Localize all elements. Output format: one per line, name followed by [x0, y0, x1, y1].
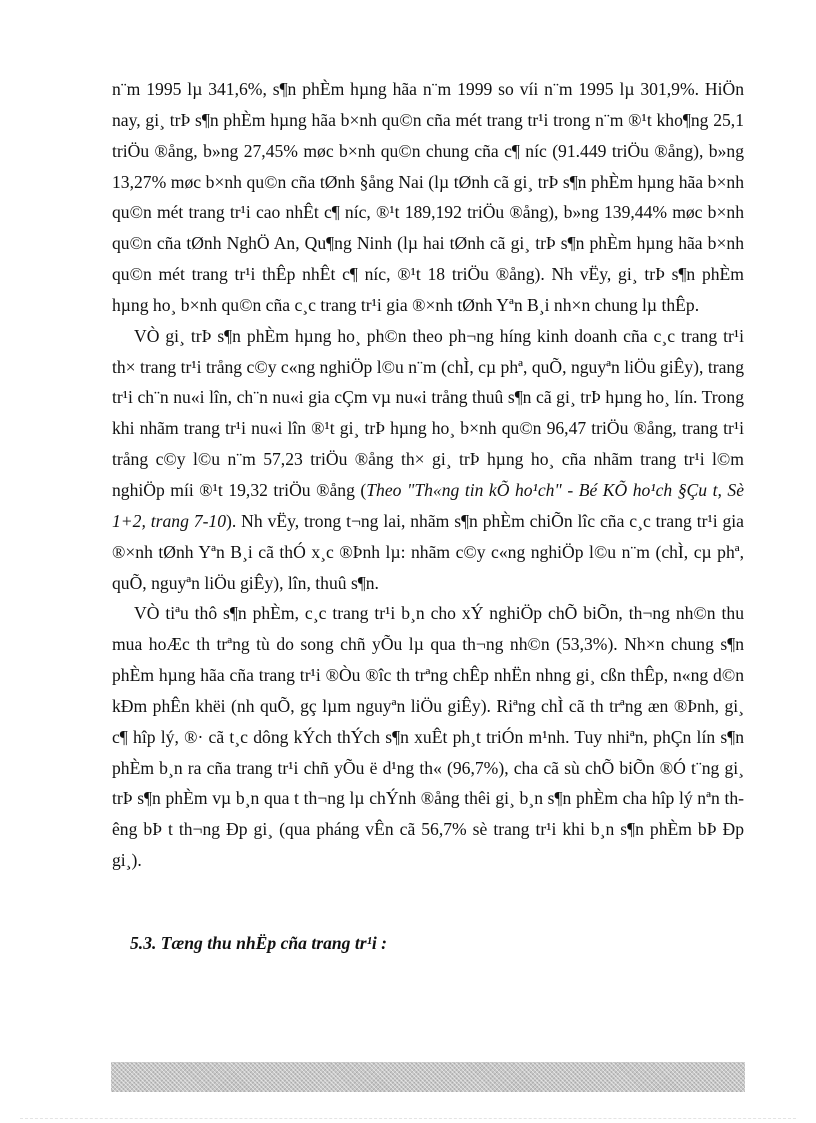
paragraph-2-text: VÒ gi¸ trÞ s¶n phÈm hµng ho¸ ph©n theo ph¬ng híng kinh doanh cña c¸c trang tr¹i th× trang tr¹i trång c©y c«ng nghiÖp l©u n¨m (chÌ, cµ phª, quÕ, nguyªn liÖu giÊy), trang tr¹i ch¨n nu«i lîn, ch¨n nu«i gia cÇm vµ nu«i trång thuû s¶n cã gi¸ trÞ hµng ho¸ lín. Trong khi nhãm trang tr¹i nu«i lîn ®¹t gi¸ trÞ hµng ho¸ b×nh qu©n 96,47 triÖu ®ång, trang tr¹i trång c©y l©u n¨m 57,23 triÖu ®ång th× gi¸ trÞ hµng ho¸ cña nhãm trang tr¹i l©m nghiÖp míi ®¹t 19,32 triÖu ®ång (: [112, 325, 744, 500]
section-heading: 5.3. Tæng thu nhËp cña trang tr¹i :: [130, 933, 388, 953]
body-text: [112, 74, 744, 876]
paragraph-2-tail: ). Nh vËy, trong t¬ng lai, nhãm s¶n phÈm chiÕn lîc cña c¸c trang tr¹i gia ®×nh tØnh Yªn B¸i cã thÓ x¸c ®Þnh lµ: nhãm c©y c«ng nghiÖp l©u n¨m (chÌ, cµ phª, quÕ, nguyªn liÖu giÊy), lîn, thuû s¶n.: [112, 510, 744, 593]
paragraph-1: n¨m 1995 lµ 341,6%, s¶n phÈm hµng hãa n¨m 1999 so víi n¨m 1995 lµ 301,9%. HiÖn nay, gi¸ trÞ s¶n phÈm hµng hãa b×nh qu©n cña mét trang tr¹i trong n¨m ®¹t kho¶ng 25,1 triÖu ®ång, b»ng 27,45% møc b×nh qu©n chung cña c¶ níc (91.449 triÖu ®ång), b»ng 13,27% møc b×nh qu©n cña tØnh §ång Nai (lµ tØnh cã gi¸ trÞ s¶n phÈm hµng hãa b×nh qu©n mét trang tr¹i cao nhÊt c¶ níc, ®¹t 189,192 triÖu ®ång), b»ng 139,44% møc b×nh qu©n cña tØnh NghÖ An, Qu¶ng Ninh (lµ hai tØnh cã gi¸ trÞ s¶n phÈm hµng hãa b×nh qu©n mét trang tr¹i thÊp nhÊt c¶ níc, ®¹t 18 triÖu ®ång). Nh vËy, gi¸ trÞ s¶n phÈm hµng ho¸ b×nh qu©n cña c¸c trang tr¹i gia ®×nh tØnh Yªn B¸i nh×n chung lµ thÊp.: [112, 79, 744, 315]
paragraph-3: VÒ tiªu thô s¶n phÈm, c¸c trang tr¹i b¸n cho xÝ nghiÖp chÕ biÕn, th¬ng nh©n thu mua hoÆc th trªng tù do song chñ yÕu lµ qua th¬ng nh©n (53,3%). Nh×n chung s¶n phÈm hµng hãa cña trang tr¹i ®Òu ®îc th trªng chÊp nhËn nhng gi¸ cßn thÊp, n«ng d©n kÐm phÊn khëi (nh quÕ, gç lµm nguyªn liÖu giÊy). Riªng chÌ cã th trªng æn ®Þnh, gi¸ c¶ hîp lý, ®· cã t¸c dông kÝch thÝch s¶n xuÊt ph¸t triÓn m¹nh. Tuy nhiªn, phÇn lín s¶n phÈm b¸n ra cña trang tr¹i chñ yÕu ë d¹ng th« (96,7%), cha cã sù chÕ biÕn ®Ó t¨ng gi¸ trÞ s¶n phÈm vµ b¸n qua t th¬ng lµ chÝnh ®ång thêi gi¸ b¸n s¶n phÈm cha hîp lý nªn thêng bÞ t th¬ng Ðp gi¸ (qua pháng vÊn cã 56,7% sè trang tr¹i khi b¸n s¶n phÈm bÞ Ðp gi¸).: [112, 603, 744, 871]
paragraph-2-citation: Theo "Th«ng tin kÕ ho¹ch" - Bé KÕ ho¹ch §Çu t, Sè 1+2, trang 7-10: [112, 479, 745, 531]
page-edge-divider: [20, 1118, 796, 1119]
footer-bar: [111, 1062, 745, 1092]
paragraph-2: [112, 321, 744, 599]
